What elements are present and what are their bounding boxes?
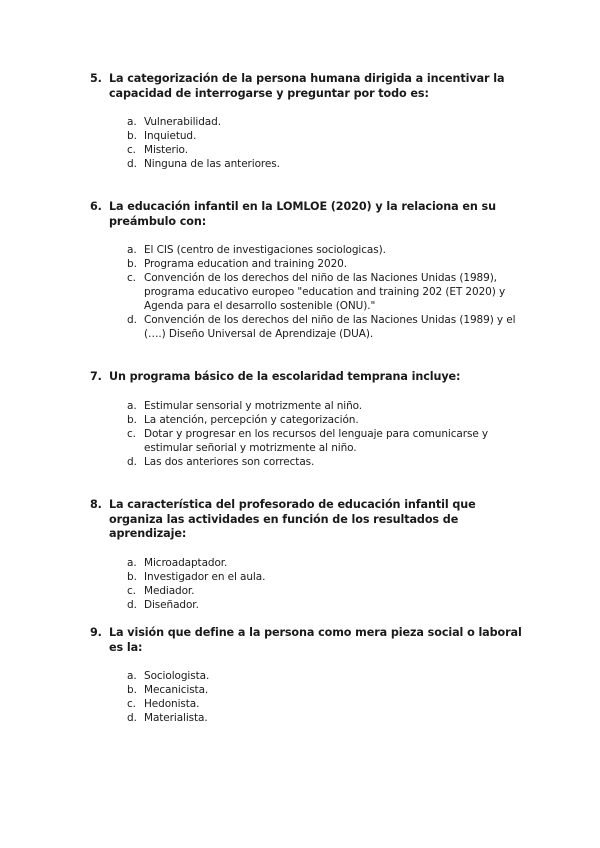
option-text: Mediador. (144, 584, 195, 597)
option-letter: d. (127, 314, 137, 326)
options-list (90, 669, 530, 725)
question-header (90, 370, 530, 385)
option-text: Microadaptador. (144, 556, 228, 569)
option-b (127, 683, 530, 697)
option-a (127, 243, 530, 257)
question-header (90, 626, 530, 655)
option-letter: a. (127, 244, 137, 256)
option-text: Estimular sensorial y motrizmente al niño. (144, 399, 363, 412)
option-a (127, 669, 530, 683)
option-text: Investigador en el aula. (144, 570, 266, 583)
option-text: Inquietud. (144, 130, 197, 142)
option-text: El CIS (centro de investigaciones sociologicas). (144, 244, 386, 256)
question-header (90, 200, 530, 229)
options-list (90, 115, 530, 171)
option-text: Hedonista. (144, 698, 200, 710)
option-letter: b. (127, 413, 137, 426)
option-letter: c. (127, 272, 136, 284)
option-letter: d. (127, 712, 137, 724)
option-d (127, 157, 530, 171)
question-header (90, 498, 530, 542)
option-text: Materialista. (144, 712, 208, 724)
question-number: 7. (90, 370, 102, 383)
question-number: 9. (90, 626, 102, 639)
option-letter: c. (127, 144, 136, 156)
option-c (127, 143, 530, 157)
question-number: 5. (90, 72, 102, 85)
option-text: Las dos anteriores son correctas. (144, 455, 315, 468)
question-number: 8. (90, 498, 102, 511)
option-a (127, 399, 530, 413)
question-text: La categorización de la persona humana dirigida a incentivar la capacidad de interrogarse y preguntar por todo es: (109, 72, 505, 100)
option-a (127, 115, 530, 129)
option-text: Convención de los derechos del niño de las Naciones Unidas (1989) y el (….) Diseño Universal de Aprendizaje (DUA). (144, 314, 516, 340)
option-text: Dotar y progresar en los recursos del lenguaje para comunicarse y estimular señorial y motrizmente al niño. (144, 427, 489, 454)
option-letter: a. (127, 670, 137, 682)
option-text: Diseñador. (144, 598, 199, 611)
option-text: Ninguna de las anteriores. (144, 158, 280, 170)
question-number: 6. (90, 200, 102, 213)
option-text: Misterio. (144, 144, 188, 156)
question-8 (90, 498, 530, 612)
option-letter: d. (127, 158, 137, 170)
option-letter: d. (127, 598, 137, 611)
option-letter: b. (127, 570, 137, 583)
option-letter: b. (127, 684, 137, 696)
option-d (127, 455, 530, 469)
option-c (127, 584, 530, 598)
options-list (90, 556, 530, 612)
option-c (127, 427, 530, 455)
question-9 (90, 626, 530, 725)
option-letter: c. (127, 427, 136, 440)
question-7 (90, 370, 530, 469)
option-b (127, 129, 530, 143)
option-c (127, 697, 530, 711)
option-text: Mecanicista. (144, 684, 209, 696)
option-letter: c. (127, 698, 136, 710)
option-b (127, 257, 530, 271)
question-text: La educación infantil en la LOMLOE (2020) y la relaciona en su preámbulo con: (109, 200, 496, 228)
option-text: Programa education and training 2020. (144, 258, 347, 270)
option-d (127, 313, 530, 341)
option-letter: a. (127, 556, 137, 569)
option-text: Sociologista. (144, 670, 210, 682)
option-a (127, 556, 530, 570)
option-c (127, 271, 530, 313)
options-list (90, 243, 530, 341)
option-d (127, 711, 530, 725)
option-letter: d. (127, 455, 137, 468)
question-text: La visión que define a la persona como mera pieza social o laboral es la: (109, 626, 522, 654)
option-text: La atención, percepción y categorización. (144, 413, 359, 426)
option-letter: a. (127, 116, 137, 128)
question-5 (90, 72, 530, 171)
option-b (127, 570, 530, 584)
option-b (127, 413, 530, 427)
question-6 (90, 200, 530, 341)
option-letter: b. (127, 258, 137, 270)
options-list (90, 399, 530, 469)
option-text: Convención de los derechos del niño de las Naciones Unidas (1989), programa educativo europeo "education and training 202 (ET 2020) y Agenda para el desarrollo sostenible (ONU)." (144, 272, 506, 312)
question-header (90, 72, 530, 101)
option-d (127, 598, 530, 612)
option-letter: c. (127, 584, 136, 597)
option-text: Vulnerabilidad. (144, 116, 221, 128)
question-text: La característica del profesorado de educación infantil que organiza las actividades en función de los resultados de aprendizaje: (109, 498, 476, 540)
option-letter: b. (127, 130, 137, 142)
question-text: Un programa básico de la escolaridad temprana incluye: (109, 370, 461, 383)
option-letter: a. (127, 399, 137, 412)
